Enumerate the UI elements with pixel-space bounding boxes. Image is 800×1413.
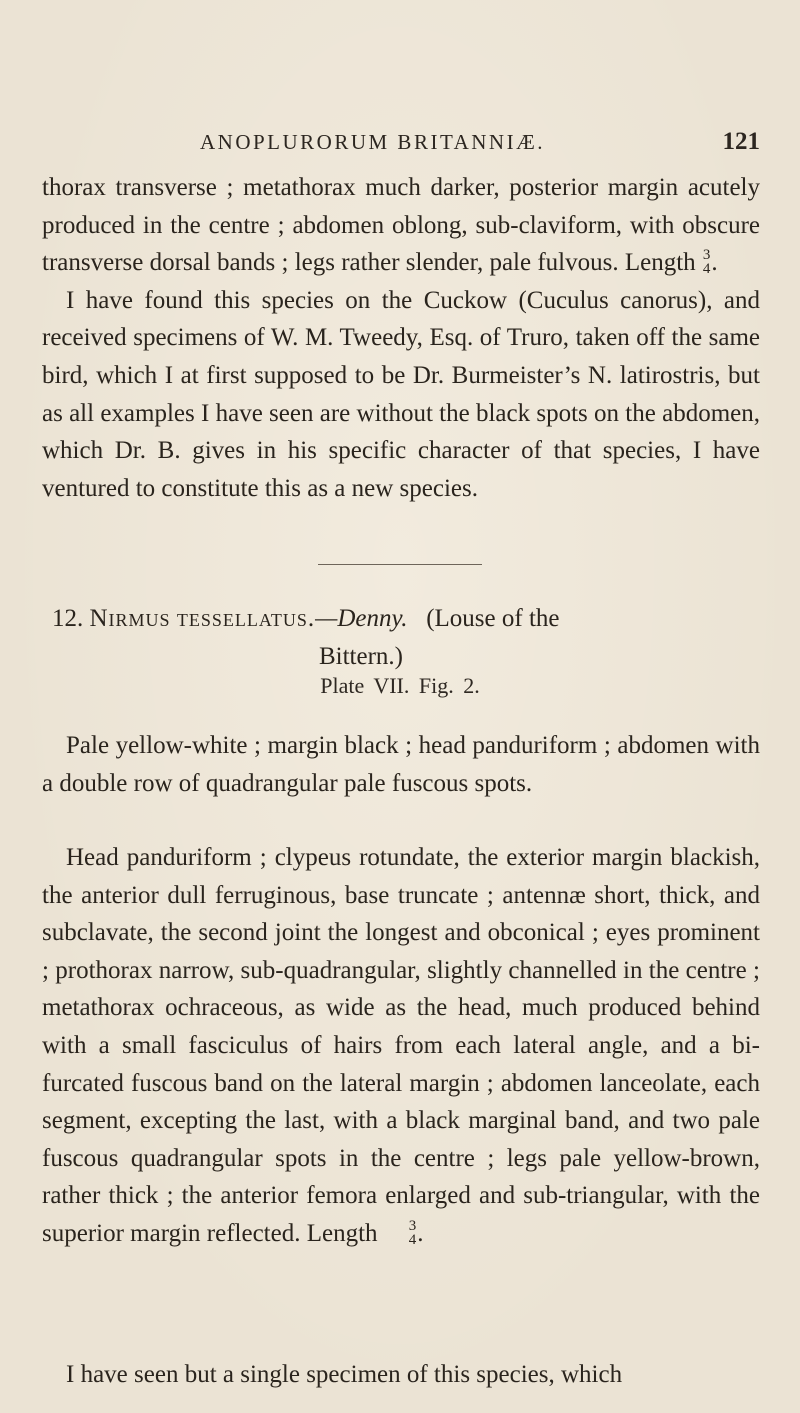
- diagnosis-text: Pale yellow-white ; margin black ; head panduriform ; abdomen with a double row of quadrangular pale fuscous spots.: [42, 732, 760, 797]
- running-head: ANOPLURORUM BRITANNIÆ.: [200, 130, 546, 154]
- detailed-description-text: Head panduriform ; clypeus rotundate, the exterior margin blackish, the anterior dull ferruginous, base truncate ; antennæ short, thick, and subclavate, the second joint the longest and obconical ; eyes prominent ; prothorax narrow, sub-quadrangular, slightly channelled in the centre ; metathorax ochraceous, as wide as the head, much produced behind with a small fasciculus of hairs from each lateral angle, and a bi-furcated fuscous band on the lateral margin ; abdomen lanceolate, each segment, excepting the last, with a black marginal band, and two pale fuscous quadrangular spots in the centre ; legs pale yellow-brown, rather thick ; the anterior femora enlarged and sub-triangular, with the superior margin reflected. Length: [42, 844, 760, 1247]
- description-paragraph: thorax transverse ; metathorax much darker, posterior margin acutely produced in the centre ; abdomen oblong, sub-claviform, with obscure transverse dorsal bands ; legs rather slender, pale fulvous. Length 3 4 .: [42, 174, 760, 278]
- genus-name: Nirmus: [89, 605, 171, 632]
- plate-reference: Plate VII. Fig. 2.: [320, 673, 480, 698]
- detailed-description-paragraph: Head panduriform ; clypeus rotundate, the exterior margin blackish, the anterior dull ferruginous, base truncate ; antennæ short, thick, and subclavate, the second joint the longest and obconical ; eyes prominent ; prothorax narrow, sub-quadrangular, slightly channelled in the centre ; metathorax ochraceous, as wide as the head, much produced behind with a small fasciculus of hairs from each lateral angle, and a bi-furcated fuscous band on the lateral margin ; abdomen lanceolate, each segment, excepting the last, with a black marginal band, and two pale fuscous quadrangular spots in the centre ; legs pale yellow-brown, rather thick ; the anterior femora enlarged and sub-triangular, with the superior margin reflected. Length 3 4 .: [42, 844, 760, 1249]
- fraction-numerator: 3: [702, 247, 711, 264]
- section-divider: [318, 564, 482, 565]
- species-heading-line: [52, 600, 760, 638]
- final-line: I have seen but a single specimen of this species, which: [66, 1361, 623, 1388]
- common-name-continued: Bittern.): [318, 642, 403, 670]
- page-header: [200, 128, 760, 160]
- species-heading: [42, 600, 760, 675]
- length-fraction: [703, 248, 711, 276]
- length-fraction-2: [385, 1219, 417, 1247]
- detailed-description: [42, 839, 760, 1253]
- fraction-numerator-2: 3: [408, 1218, 417, 1235]
- description-text: thorax transverse ; metathorax much darker, posterior margin acutely produced in the centre ; abdomen oblong, sub-claviform, with obscure transverse dorsal bands ; legs rather slender, pale fulvous. Length: [42, 174, 760, 277]
- diagnosis-paragraph: [42, 727, 760, 802]
- remarks-paragraph: I have found this species on the Cuckow (Cuculus canorus), and received specimens of W. M. Tweedy, Esq. of Truro, taken off the same bird, which I at first supposed to be Dr. Burmeister’s N. latirostris, but as all examples I have seen are without the black spots on the abdomen, which Dr. B. gives in his specific character of that species, I have ventured to constitute this as a new species.: [42, 286, 760, 502]
- page-number: 121: [722, 128, 760, 155]
- fraction-denominator: 4: [702, 261, 711, 278]
- entry-number: 12.: [52, 605, 84, 632]
- common-name: (Louse of the: [426, 605, 560, 632]
- author-name: —Denny.: [315, 605, 408, 632]
- section-cuckow-louse: [42, 169, 760, 507]
- species-name: tessellatus.: [176, 605, 316, 632]
- fraction-denominator-2: 4: [408, 1232, 417, 1249]
